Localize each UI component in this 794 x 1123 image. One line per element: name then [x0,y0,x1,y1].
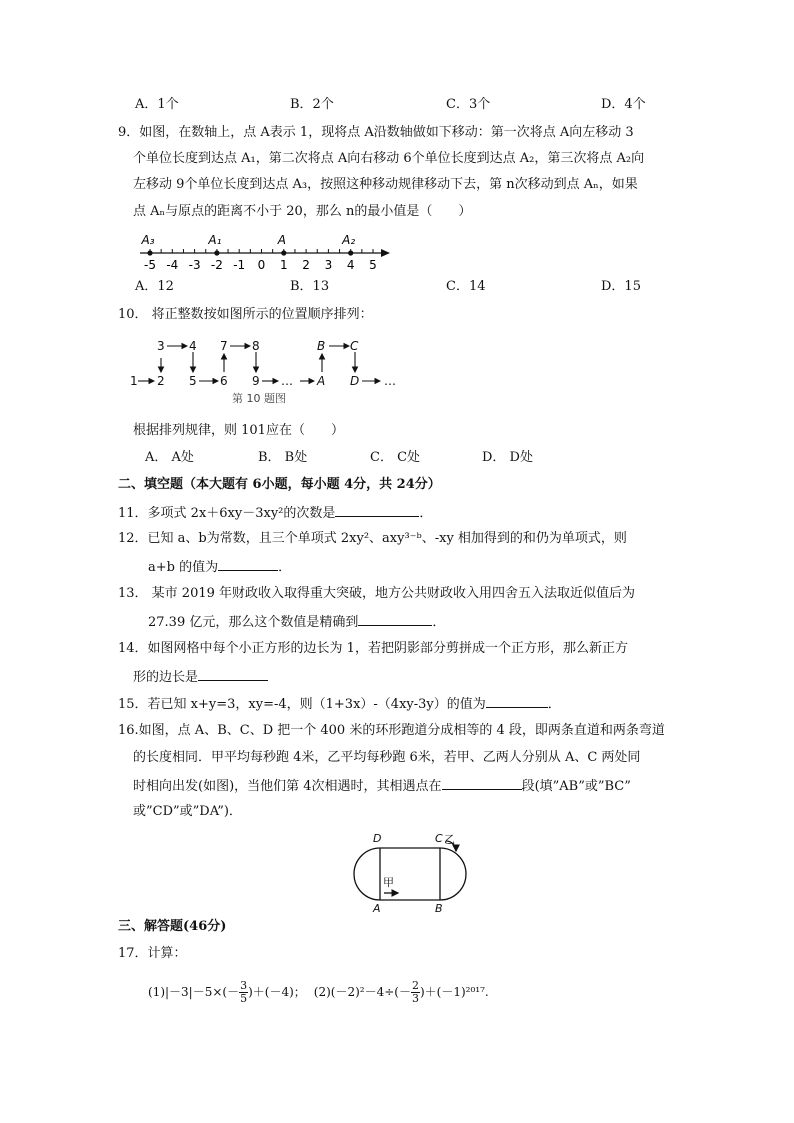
axis-tick-label: 0 [257,258,266,272]
q10-num-9: 9 [252,374,260,388]
axis-tick-label: 5 [369,258,377,272]
q9-text-line4: 点 Aₙ与原点的距离不小于 20，那么 n的最小值是（ ） [133,204,472,219]
q10-option-c: C． C处 [370,450,421,465]
q10-text-line1: 10． 将正整数按如图所示的位置顺序排列： [118,307,373,322]
q8-option-b: B．2个 [290,97,334,112]
q13-post: ． [432,615,446,630]
q12-post: ． [278,560,292,575]
q9-text-line3: 左移动 9个单位长度到达点 A₃，按照这种移动规律移动下去，第 n次移动到点 Aₙ，如果 [133,177,638,192]
q11-pre: 11．多项式 2x＋6xy－3xy²的次数是 [118,506,336,521]
q15-post: ． [547,697,561,712]
q10-label-d: D [350,374,360,388]
q10-num-5: 5 [189,374,197,388]
q17-part1-denominator: 5 [240,992,248,1005]
section2-heading: 二、填空题（本大题有 6小题，每小题 4分，共 24分） [118,477,441,492]
q10-caption: 第 10 题图 [232,392,286,405]
q16-label-b: B [435,902,443,915]
q17-part2-numerator: 2 [411,979,419,992]
q9-option-d: D．15 [601,279,641,294]
axis-tick-label: -2 [210,258,223,272]
q16-post: 段(填”AB”或”BC” [521,779,631,794]
q14-pre: 形的边长是 [133,670,199,685]
axis-tick-label: -4 [166,258,179,272]
q10-label-c: C [350,339,359,353]
q10-option-b: B． B处 [258,450,308,465]
q17-title: 17．计算： [118,946,187,961]
q17-part2-denominator: 3 [411,992,419,1005]
q10-label-a: A [317,374,326,388]
q16-text-line1: 16.如图，点 A、B、C、D 把一个 400 米的环形跑道分成相等的 4 段，即两条直道和两条弯道 [118,723,665,738]
q16-label-d: D [373,832,382,845]
q10-num-8: 8 [252,339,260,353]
q10-num-2: 2 [157,374,165,388]
q17-part2-post: )＋(－1)²⁰¹⁷. [419,985,489,999]
q16-pre: 时相向出发(如图)，当他们第 4次相遇时，其相遇点在 [133,779,442,794]
q12-text-line1: 12．已知 a、b为常数，且三个单项式 2xy²、axy³⁻ᵇ、-xy 相加得到的和仍为单项式，则 [118,531,627,546]
q10-num-6: 6 [220,374,228,388]
q9-text-line1: 9．如图，在数轴上，点 A表示 1，现将点 A沿数轴做如下移动：第一次将点 A向左移动 3 [118,125,634,140]
axis-tick-label: -3 [188,258,201,272]
q12-pre: a+b 的值为 [148,560,219,575]
q9-text-line2: 个单位长度到达点 A₁，第二次将点 A向右移动 6个单位长度到达点 A₂，第三次将点 A₂向 [133,151,645,166]
q17-part1-fraction [239,980,248,1005]
q8-option-d: D．4个 [601,97,646,112]
q16-text-line2: 的长度相同．甲平均每秒跑 4米，乙平均每秒跑 6米，若甲、乙两人分别从 A、C 两处同 [133,750,641,765]
q17-part2-pre: (2)(－2)²－4÷(－ [313,985,411,999]
q10-num-7: 7 [220,339,228,353]
axis-tick-label: 3 [324,258,333,272]
q11-post: ． [419,506,433,521]
q13-text-line1: 13． 某市 2019 年财政收入取得重大突破，地方公共财政收入用四舍五入法取近似值后为 [118,586,636,601]
q10-ellipsis-1: … [281,374,293,388]
q10-text-line2: 根据排列规律，则 101应在（ ） [133,423,344,438]
q8-option-a: A．1个 [135,97,179,112]
q10-num-1: 1 [130,374,138,388]
q15-pre: 15．若已知 x+y=3，xy=-4，则（1+3x）-（4xy-3y）的值为 [118,697,486,712]
number-line-point-label: A [277,233,286,247]
q16-label-jia: 甲 [383,876,394,889]
axis-tick-label: -1 [233,258,246,272]
axis-tick-label: 1 [279,258,288,272]
q16-label-a: A [373,902,381,915]
q10-ellipsis-2: … [384,374,396,388]
q10-option-a: A． A处 [145,450,194,465]
q17-part1-post: )＋(－4)； [248,985,306,999]
q16-label-yi: 乙 [444,833,455,846]
number-line-point-label: A₃ [141,233,155,247]
q14-text-line1: 14．如图网格中每个小正方形的边长为 1，若把阴影部分剪拼成一个正方形，那么新正方 [118,641,628,656]
q17-part2-fraction [411,980,420,1005]
q16-label-c: C [435,832,443,845]
q8-option-c: C．3个 [446,97,491,112]
q10-option-d: D． D处 [482,450,533,465]
axis-tick-label: 2 [302,258,310,272]
axis-tick-label: -5 [144,258,156,272]
q17-expressions [148,978,489,1006]
section3-heading: 三、解答题(46分) [118,919,227,934]
q10-label-b: B [317,339,326,353]
q13-pre: 27.39 亿元，那么这个数值是精确到 [148,615,359,630]
number-line-point-label: A₁ [208,233,222,247]
q9-option-c: C．14 [446,279,486,294]
q17-part1-numerator: 3 [240,979,248,992]
q10-num-4: 4 [189,339,197,353]
q9-option-b: B．13 [290,279,330,294]
q10-num-3: 3 [157,339,165,353]
number-line-point-label: A₂ [342,233,356,247]
q16-text-line4: 或”CD”或”DA”)． [133,804,242,819]
q9-option-a: A．12 [135,279,174,294]
q16-track-outer [354,848,466,900]
axis-tick-label: 4 [346,258,355,272]
q17-part1-pre: (1)|－3|－5×(－ [148,985,240,999]
